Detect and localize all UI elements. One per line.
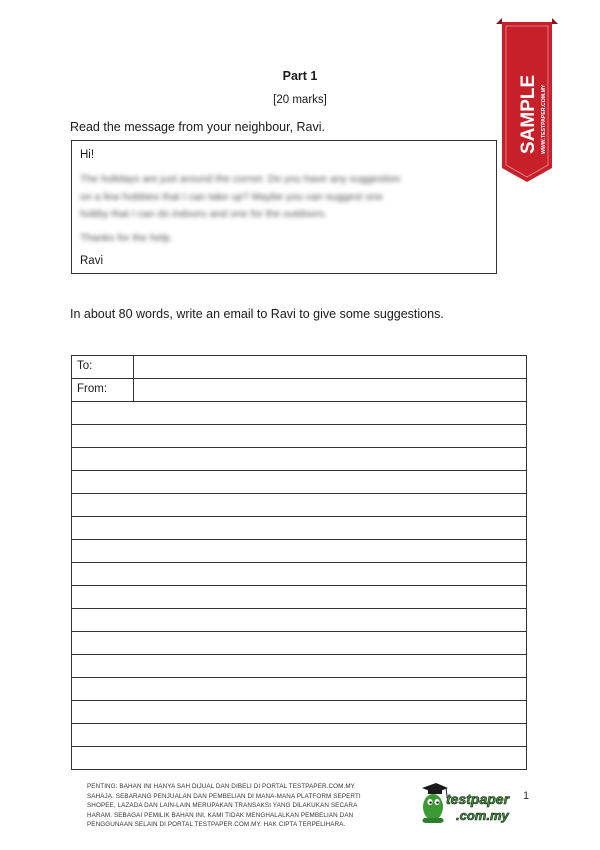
marks-label: [20 marks] xyxy=(273,94,327,106)
writing-line[interactable] xyxy=(71,517,527,540)
disclaimer-line: PENGGUNAAN SELAIN DI PORTAL TESTPAPER.COM.MY. HAK CIPTA TERPELIHARA. xyxy=(87,821,346,829)
read-instruction: Read the message from your neighbour, Ravi. xyxy=(70,120,325,134)
writing-line[interactable] xyxy=(71,609,527,632)
writing-line[interactable] xyxy=(71,747,527,770)
writing-line[interactable] xyxy=(71,632,527,655)
writing-line[interactable] xyxy=(71,471,527,494)
email-to-row[interactable] xyxy=(71,356,527,379)
part-title: Part 1 xyxy=(282,69,318,83)
writing-line[interactable] xyxy=(71,494,527,517)
writing-line[interactable] xyxy=(71,563,527,586)
email-from-row[interactable] xyxy=(71,379,527,402)
email-answer-grid xyxy=(71,355,527,770)
message-blurred-line: on a few hobbies that I can take up? Maybe you can suggest one xyxy=(80,191,383,203)
ribbon-big-text: SAMPLE xyxy=(518,74,539,154)
writing-line[interactable] xyxy=(71,448,527,471)
logo-text-testpaper: testpaper xyxy=(446,791,510,807)
disclaimer-line: SHOPEE, LAZADA DAN LAIN-LAIN MERUPAKAN TRANSAKSI YANG DILAKUKAN SECARA xyxy=(87,802,358,810)
message-greeting: Hi! xyxy=(80,149,95,161)
writing-line[interactable] xyxy=(71,701,527,724)
message-blurred-line: The holidays are just around the corner. Do you have any suggestion xyxy=(80,173,401,185)
message-blurred-line: hobby that I can do indoors and one for the outdoors. xyxy=(80,208,327,220)
email-from-label: From: xyxy=(72,379,134,401)
email-to-label: To: xyxy=(72,356,134,378)
writing-line[interactable] xyxy=(71,425,527,448)
logo-text-commy: .com.my xyxy=(456,808,509,823)
writing-line[interactable] xyxy=(71,540,527,563)
disclaimer-line: HARAM. SEBAGAI PEMILIK BAHAN INI, KAMI TIDAK MENGHALALKAN PEMBELIAN DAN xyxy=(87,811,354,819)
disclaimer-line: PENTING: BAHAN INI HANYA SAH DIJUAL DAN DIBELI DI PORTAL TESTPAPER.COM.MY xyxy=(87,783,355,790)
writing-line[interactable] xyxy=(71,678,527,701)
page-number: 1 xyxy=(523,790,530,802)
ribbon-small-text: WWW.TESTPAPER.COM.MY xyxy=(541,84,547,154)
message-blurred-line: Thanks for the help. xyxy=(80,232,173,244)
writing-line[interactable] xyxy=(71,586,527,609)
writing-line[interactable] xyxy=(71,655,527,678)
writing-line[interactable] xyxy=(71,724,527,747)
message-box xyxy=(71,140,497,274)
copyright-disclaimer xyxy=(87,782,397,830)
writing-line[interactable] xyxy=(71,402,527,425)
testpaper-logo xyxy=(418,780,518,825)
write-instruction: In about 80 words, write an email to Ravi to give some suggestions. xyxy=(70,307,444,321)
disclaimer-line: SAHAJA. SEBARANG PENJUALAN DAN PEMBELIAN DI MANA-MANA PLATFORM SEPERTI xyxy=(87,792,361,800)
message-signature: Ravi xyxy=(80,255,104,267)
